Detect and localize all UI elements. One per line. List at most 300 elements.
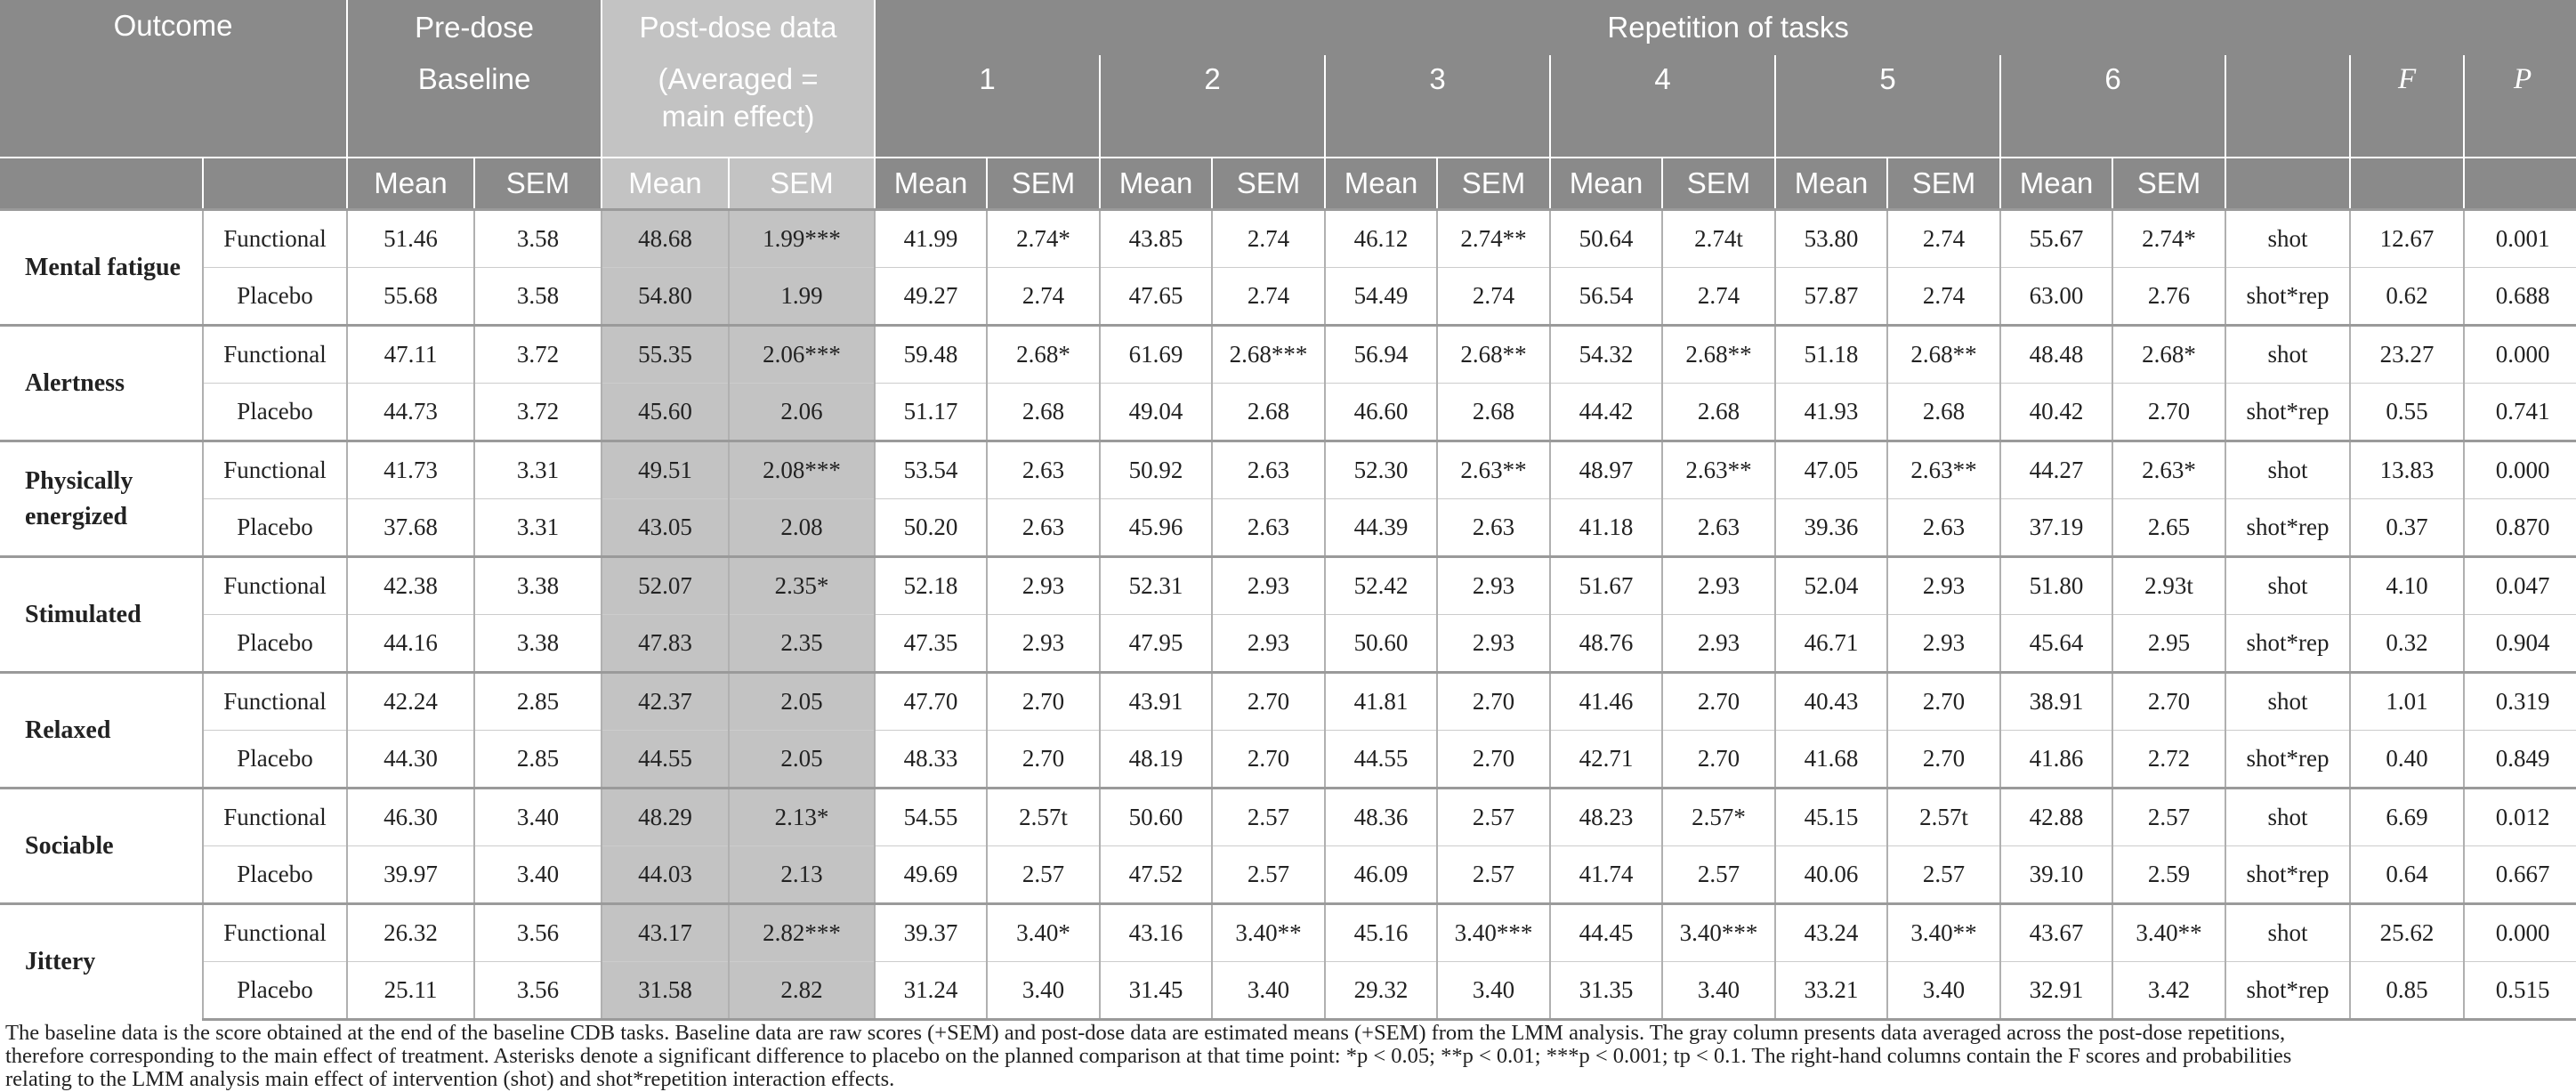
table-cell: 31.45: [1100, 962, 1212, 1020]
table-cell: 0.012: [2464, 789, 2576, 846]
table-cell: 2.13*: [729, 789, 875, 846]
table-cell: 56.54: [1550, 268, 1662, 326]
table-cell: 42.38: [347, 557, 474, 615]
mean-header: Mean: [602, 158, 729, 210]
f-header: F: [2350, 55, 2464, 158]
table-cell: 41.86: [2000, 731, 2112, 789]
table-cell: 40.06: [1775, 846, 1887, 904]
table-cell: 2.35*: [729, 557, 875, 615]
table-cell: 41.18: [1550, 499, 1662, 557]
table-cell: 2.93t: [2112, 557, 2225, 615]
table-cell: 45.15: [1775, 789, 1887, 846]
table-cell: 2.63**: [1437, 441, 1550, 499]
table-cell: 48.68: [602, 210, 729, 268]
outcome-label: Physically energized: [0, 441, 203, 557]
group-label: Functional: [203, 210, 347, 268]
table-cell: 47.52: [1100, 846, 1212, 904]
table-cell: 2.93: [1887, 557, 2000, 615]
mean-header: Mean: [347, 158, 474, 210]
rep-4-header: 4: [1550, 55, 1775, 158]
table-cell: 0.688: [2464, 268, 2576, 326]
table-cell: 44.39: [1325, 499, 1437, 557]
table-cell: 2.57: [1212, 789, 1325, 846]
table-cell: 0.904: [2464, 615, 2576, 673]
table-cell: 3.56: [474, 962, 602, 1020]
table-cell: 42.71: [1550, 731, 1662, 789]
table-cell: 44.30: [347, 731, 474, 789]
post-dose-line-2: main effect): [661, 100, 815, 133]
table-cell: 48.76: [1550, 615, 1662, 673]
table-cell: 50.60: [1100, 789, 1212, 846]
table-cell: 2.13: [729, 846, 875, 904]
table-cell: 48.36: [1325, 789, 1437, 846]
table-cell: 2.76: [2112, 268, 2225, 326]
table-cell: 2.68***: [1212, 326, 1325, 384]
table-cell: 42.37: [602, 673, 729, 731]
stat-header-row: [0, 158, 2576, 210]
table-cell: 2.06***: [729, 326, 875, 384]
table-cell: 56.94: [1325, 326, 1437, 384]
table-row: [0, 673, 2576, 731]
table-cell: 39.97: [347, 846, 474, 904]
table-cell: 0.64: [2350, 846, 2464, 904]
table-cell: 41.93: [1775, 384, 1887, 441]
table-cell: 51.18: [1775, 326, 1887, 384]
table-cell: 38.91: [2000, 673, 2112, 731]
group-blank-header: [203, 158, 347, 210]
table-cell: 39.10: [2000, 846, 2112, 904]
table-cell: 3.72: [474, 326, 602, 384]
table-cell: 3.40: [1437, 962, 1550, 1020]
table-body: [0, 210, 2576, 1020]
table-cell: shot: [2225, 557, 2350, 615]
table-cell: 2.68**: [1437, 326, 1550, 384]
table-cell: 32.91: [2000, 962, 2112, 1020]
table-cell: 2.70: [2112, 384, 2225, 441]
table-cell: 2.82***: [729, 904, 875, 962]
outcome-label: Relaxed: [0, 673, 203, 789]
table-cell: 3.40: [1662, 962, 1775, 1020]
table-cell: 51.17: [875, 384, 987, 441]
table-cell: 50.92: [1100, 441, 1212, 499]
table-cell: 6.69: [2350, 789, 2464, 846]
rep-6-header: 6: [2000, 55, 2225, 158]
table-cell: 63.00: [2000, 268, 2112, 326]
table-cell: 48.48: [2000, 326, 2112, 384]
table-cell: 3.31: [474, 499, 602, 557]
table-cell: 52.30: [1325, 441, 1437, 499]
table-cell: 2.70: [1887, 731, 2000, 789]
table-cell: 47.35: [875, 615, 987, 673]
group-label: Functional: [203, 557, 347, 615]
table-cell: 57.87: [1775, 268, 1887, 326]
table-cell: 47.83: [602, 615, 729, 673]
outcome-label: Stimulated: [0, 557, 203, 673]
table-row: [0, 615, 2576, 673]
table-cell: shot: [2225, 441, 2350, 499]
table-cell: 2.74: [1212, 268, 1325, 326]
pre-dose-header: Pre-dose: [347, 0, 602, 55]
table-cell: 2.57: [2112, 789, 2225, 846]
effect-blank-header: [2225, 158, 2350, 210]
table-cell: 2.93: [1212, 557, 1325, 615]
table-cell: 2.68: [1437, 384, 1550, 441]
table-cell: 2.95: [2112, 615, 2225, 673]
table-row: [0, 326, 2576, 384]
rep-5-header: 5: [1775, 55, 2000, 158]
table-cell: 2.68: [1662, 384, 1775, 441]
mean-header: Mean: [1325, 158, 1437, 210]
table-cell: 2.74t: [1662, 210, 1775, 268]
table-cell: 1.99: [729, 268, 875, 326]
table-cell: 2.57: [1887, 846, 2000, 904]
table-cell: 3.40: [474, 789, 602, 846]
table-cell: 47.05: [1775, 441, 1887, 499]
table-cell: 47.65: [1100, 268, 1212, 326]
post-dose-header: Post-dose data: [602, 0, 875, 55]
sem-header: SEM: [1212, 158, 1325, 210]
table-cell: 37.19: [2000, 499, 2112, 557]
table-cell: 3.40: [1212, 962, 1325, 1020]
table-cell: shot*rep: [2225, 962, 2350, 1020]
group-label: Functional: [203, 441, 347, 499]
table-cell: 2.35: [729, 615, 875, 673]
table-cell: 41.81: [1325, 673, 1437, 731]
table-cell: 50.64: [1550, 210, 1662, 268]
footnote-line: The baseline data is the score obtained at the end of the baseline CDB tasks. Baseline data are raw scores (+SEM) and post-dose data are estimated means (+SEM) from the LMM analysis. The gray column presents data averaged across the post-dose repetitions,: [5, 1021, 2286, 1045]
table-cell: 2.68**: [1887, 326, 2000, 384]
table-cell: 0.000: [2464, 904, 2576, 962]
table-cell: 2.70: [1212, 731, 1325, 789]
table-cell: 0.85: [2350, 962, 2464, 1020]
table-cell: 44.55: [1325, 731, 1437, 789]
table-cell: 59.48: [875, 326, 987, 384]
post-dose-line-1: (Averaged =: [658, 62, 819, 95]
table-cell: 41.99: [875, 210, 987, 268]
table-cell: 3.40: [1887, 962, 2000, 1020]
table-cell: shot*rep: [2225, 615, 2350, 673]
table-cell: 2.74*: [987, 210, 1100, 268]
table-cell: 31.58: [602, 962, 729, 1020]
table-cell: 39.36: [1775, 499, 1887, 557]
table-cell: 44.55: [602, 731, 729, 789]
mean-header: Mean: [1550, 158, 1662, 210]
table-cell: 61.69: [1100, 326, 1212, 384]
table-cell: 43.85: [1100, 210, 1212, 268]
table-cell: 3.40**: [1887, 904, 2000, 962]
table-cell: 40.42: [2000, 384, 2112, 441]
table-cell: 3.40**: [1212, 904, 1325, 962]
table-cell: 2.70: [1662, 731, 1775, 789]
group-label: Placebo: [203, 499, 347, 557]
table-cell: shot*rep: [2225, 846, 2350, 904]
table-cell: 2.68*: [2112, 326, 2225, 384]
table-row: [0, 846, 2576, 904]
table-cell: 23.27: [2350, 326, 2464, 384]
table-cell: 0.62: [2350, 268, 2464, 326]
table-cell: 2.93: [1662, 557, 1775, 615]
table-cell: 51.67: [1550, 557, 1662, 615]
table-cell: 2.70: [987, 673, 1100, 731]
table-cell: 2.63: [1662, 499, 1775, 557]
table-cell: 25.62: [2350, 904, 2464, 962]
table-cell: 3.31: [474, 441, 602, 499]
table-cell: 43.16: [1100, 904, 1212, 962]
sem-header: SEM: [1887, 158, 2000, 210]
outcome-label: Jittery: [0, 904, 203, 1020]
table-cell: 2.93: [987, 615, 1100, 673]
table-cell: 0.515: [2464, 962, 2576, 1020]
table-cell: 52.07: [602, 557, 729, 615]
table-cell: 2.70: [987, 731, 1100, 789]
table-cell: 0.047: [2464, 557, 2576, 615]
table-cell: 2.08***: [729, 441, 875, 499]
table-cell: 52.18: [875, 557, 987, 615]
outcome-label: Sociable: [0, 789, 203, 904]
table-cell: 2.72: [2112, 731, 2225, 789]
table-cell: 44.73: [347, 384, 474, 441]
table-cell: 3.40: [987, 962, 1100, 1020]
table-cell: 2.05: [729, 731, 875, 789]
table-cell: 2.57: [1437, 846, 1550, 904]
table-cell: 48.33: [875, 731, 987, 789]
table-cell: 0.40: [2350, 731, 2464, 789]
table-cell: 3.72: [474, 384, 602, 441]
sem-header: SEM: [729, 158, 875, 210]
table-cell: 0.000: [2464, 441, 2576, 499]
table-cell: 2.63: [987, 499, 1100, 557]
group-label: Placebo: [203, 615, 347, 673]
group-label: Placebo: [203, 384, 347, 441]
table-cell: 46.09: [1325, 846, 1437, 904]
rep-2-header: 2: [1100, 55, 1325, 158]
table-cell: 49.69: [875, 846, 987, 904]
table-cell: 2.74: [1887, 210, 2000, 268]
table-footnote: [5, 1022, 2572, 1091]
table-cell: 49.04: [1100, 384, 1212, 441]
group-label: Functional: [203, 673, 347, 731]
sem-header: SEM: [2112, 158, 2225, 210]
table-cell: 45.64: [2000, 615, 2112, 673]
table-cell: 48.29: [602, 789, 729, 846]
table-cell: 45.96: [1100, 499, 1212, 557]
table-cell: 48.19: [1100, 731, 1212, 789]
table-cell: 2.74: [1887, 268, 2000, 326]
table-cell: 0.55: [2350, 384, 2464, 441]
footnote-line: therefore corresponding to the main effect of treatment. Asterisks denote a significant difference to placebo on the planned comparison at that time point: *p < 0.05; **p < 0.01; ***p < 0.001; tp < 0.1. The right-hand columns contain the F scores and probabilities: [5, 1044, 2292, 1068]
table-cell: 2.74: [1212, 210, 1325, 268]
table-cell: 2.74: [1662, 268, 1775, 326]
table-cell: 55.35: [602, 326, 729, 384]
table-cell: 2.08: [729, 499, 875, 557]
table-cell: 25.11: [347, 962, 474, 1020]
table-cell: 2.68: [1887, 384, 2000, 441]
table-cell: 13.83: [2350, 441, 2464, 499]
sem-header: SEM: [474, 158, 602, 210]
outcome-header: Outcome: [0, 0, 347, 158]
table-cell: 3.40**: [2112, 904, 2225, 962]
table-cell: 2.57t: [987, 789, 1100, 846]
table-cell: 2.63: [1212, 441, 1325, 499]
table-cell: 41.73: [347, 441, 474, 499]
outcome-label: Mental fatigue: [0, 210, 203, 326]
table-cell: shot*rep: [2225, 499, 2350, 557]
table-cell: 2.74: [987, 268, 1100, 326]
table-row: [0, 731, 2576, 789]
table-cell: 43.17: [602, 904, 729, 962]
table-cell: shot*rep: [2225, 268, 2350, 326]
table-cell: 2.59: [2112, 846, 2225, 904]
table-cell: 2.63: [1212, 499, 1325, 557]
table-cell: 2.82: [729, 962, 875, 1020]
table-cell: 1.99***: [729, 210, 875, 268]
table-cell: 55.67: [2000, 210, 2112, 268]
p-header: P: [2464, 55, 2576, 158]
table-cell: 52.31: [1100, 557, 1212, 615]
outcome-blank-header: [0, 158, 203, 210]
table-cell: shot: [2225, 904, 2350, 962]
table-cell: 3.38: [474, 557, 602, 615]
table-cell: 0.319: [2464, 673, 2576, 731]
group-label: Placebo: [203, 268, 347, 326]
table-cell: 50.60: [1325, 615, 1437, 673]
table-cell: 53.54: [875, 441, 987, 499]
table-cell: 45.60: [602, 384, 729, 441]
table-cell: 31.24: [875, 962, 987, 1020]
group-label: Placebo: [203, 846, 347, 904]
rep-3-header: 3: [1325, 55, 1550, 158]
table-cell: 46.71: [1775, 615, 1887, 673]
table-cell: 44.27: [2000, 441, 2112, 499]
table-cell: 3.40***: [1662, 904, 1775, 962]
mean-header: Mean: [2000, 158, 2112, 210]
table-cell: 43.05: [602, 499, 729, 557]
table-cell: 44.45: [1550, 904, 1662, 962]
table-cell: 42.24: [347, 673, 474, 731]
table-cell: 2.57: [987, 846, 1100, 904]
table-cell: 12.67: [2350, 210, 2464, 268]
table-row: [0, 499, 2576, 557]
table-cell: 2.74: [1437, 268, 1550, 326]
table-cell: 2.68: [1212, 384, 1325, 441]
table-cell: 3.38: [474, 615, 602, 673]
table-cell: 44.42: [1550, 384, 1662, 441]
table-cell: 3.40*: [987, 904, 1100, 962]
mean-header: Mean: [1775, 158, 1887, 210]
table-cell: 43.91: [1100, 673, 1212, 731]
table-cell: 54.55: [875, 789, 987, 846]
table-cell: 2.57: [1437, 789, 1550, 846]
table-cell: shot: [2225, 326, 2350, 384]
table-cell: 2.70: [1437, 673, 1550, 731]
table-cell: 3.40***: [1437, 904, 1550, 962]
table-cell: 46.12: [1325, 210, 1437, 268]
table-cell: 4.10: [2350, 557, 2464, 615]
table-cell: 2.70: [1212, 673, 1325, 731]
sem-header: SEM: [1437, 158, 1550, 210]
table-cell: shot*rep: [2225, 731, 2350, 789]
table-cell: 2.93: [1212, 615, 1325, 673]
table-cell: 2.63**: [1887, 441, 2000, 499]
table-cell: 48.97: [1550, 441, 1662, 499]
table-cell: 2.70: [2112, 673, 2225, 731]
table-cell: 0.849: [2464, 731, 2576, 789]
table-cell: 2.93: [1437, 615, 1550, 673]
sem-header: SEM: [1662, 158, 1775, 210]
table-cell: 31.35: [1550, 962, 1662, 1020]
table-cell: 54.32: [1550, 326, 1662, 384]
table-cell: 50.20: [875, 499, 987, 557]
table-cell: 0.667: [2464, 846, 2576, 904]
group-label: Placebo: [203, 962, 347, 1020]
table-cell: 54.80: [602, 268, 729, 326]
mean-header: Mean: [875, 158, 987, 210]
table-cell: shot: [2225, 210, 2350, 268]
table-cell: 2.70: [1662, 673, 1775, 731]
table-row: [0, 557, 2576, 615]
table-cell: 54.49: [1325, 268, 1437, 326]
table-cell: 49.27: [875, 268, 987, 326]
group-label: Functional: [203, 904, 347, 962]
table-cell: 2.57: [1212, 846, 1325, 904]
table-cell: shot: [2225, 789, 2350, 846]
table-header: [0, 0, 2576, 210]
table-cell: 2.68**: [1662, 326, 1775, 384]
table-cell: 2.70: [1437, 731, 1550, 789]
table-cell: 49.51: [602, 441, 729, 499]
mean-header: Mean: [1100, 158, 1212, 210]
table-cell: 39.37: [875, 904, 987, 962]
table-cell: shot: [2225, 673, 2350, 731]
rep-1-header: 1: [875, 55, 1100, 158]
effect-header: [2225, 55, 2350, 158]
table-cell: 3.42: [2112, 962, 2225, 1020]
table-cell: 45.16: [1325, 904, 1437, 962]
table-cell: 52.04: [1775, 557, 1887, 615]
repetition-header: Repetition of tasks: [875, 0, 2576, 55]
table-cell: 52.42: [1325, 557, 1437, 615]
f-blank-header: [2350, 158, 2464, 210]
post-dose-subheader: [602, 55, 875, 158]
table-cell: 2.74*: [2112, 210, 2225, 268]
table-cell: 2.93: [1662, 615, 1775, 673]
table-cell: 51.80: [2000, 557, 2112, 615]
table-cell: 2.63**: [1662, 441, 1775, 499]
table-cell: 0.000: [2464, 326, 2576, 384]
table-cell: 26.32: [347, 904, 474, 962]
table-cell: 2.63*: [2112, 441, 2225, 499]
table-cell: 48.23: [1550, 789, 1662, 846]
table-cell: shot*rep: [2225, 384, 2350, 441]
table-cell: 46.30: [347, 789, 474, 846]
table-cell: 2.85: [474, 731, 602, 789]
table-cell: 0.741: [2464, 384, 2576, 441]
table-cell: 2.93: [1437, 557, 1550, 615]
table-cell: 0.37: [2350, 499, 2464, 557]
p-blank-header: [2464, 158, 2576, 210]
table-cell: 3.58: [474, 268, 602, 326]
table-cell: 2.63: [987, 441, 1100, 499]
table-row: [0, 789, 2576, 846]
table-cell: 2.74**: [1437, 210, 1550, 268]
table-cell: 2.68: [987, 384, 1100, 441]
table-cell: 3.58: [474, 210, 602, 268]
table-cell: 46.60: [1325, 384, 1437, 441]
table-cell: 0.870: [2464, 499, 2576, 557]
sem-header: SEM: [987, 158, 1100, 210]
table-row: [0, 962, 2576, 1020]
table-cell: 44.03: [602, 846, 729, 904]
